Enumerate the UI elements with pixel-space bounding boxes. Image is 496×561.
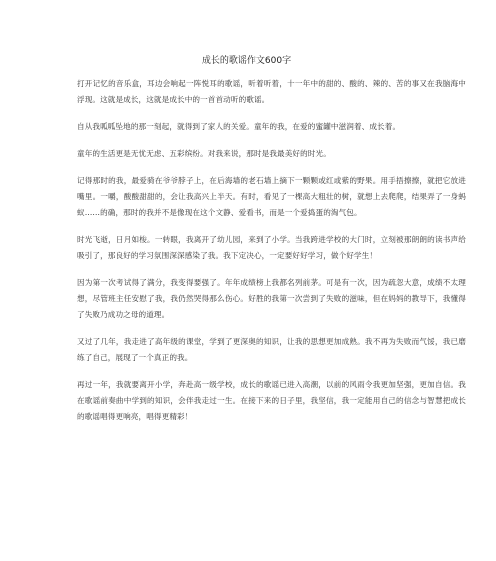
- paragraph-5: 时光飞逝，日月如梭。一转眼，我离开了幼儿园，来到了小学。当我跨进学校的大门时，立刻被那朗朗的读书声给吸引了，那良好的学习氛围深深感染了我。我下定决心，一定要好好学习，做个好学生！: [77, 235, 466, 260]
- paragraph-4: 记得那时的我，最爱骑在爷爷脖子上，在后海墙的老石墙上摘下一颗颗或红或紫的野果。用手捂擦擦，就把它放进嘴里。一嚼，酸酸甜甜的，会让我高兴上半天。有时，看见了一棵高大粗壮的树，就想上去爬爬，结果弄了一身蚂蚁……的确，那时的我并不是像现在这个文静、爱看书，而是一个爱捣蛋的淘气包。: [77, 176, 466, 217]
- paragraph-6: 因为第一次考试得了满分，我变得要强了。年年成绩榜上我都名列前茅。可是有一次，因为疏忽大意，成绩不太理想，尽管班主任安慰了我，我仍然哭得那么伤心。好胜的我第一次尝到了失败的滋味，但在妈妈的教导下，我懂得了失败乃成功之母的道理。: [77, 278, 466, 319]
- paragraph-2: 自从我呱呱坠地的那一刻起，就得到了家人的关爱。童年的我，在爱的蜜罐中滋润着、成长着。: [77, 122, 401, 131]
- paragraph-7: 又过了几年，我走进了高年级的课堂，学到了更深奥的知识，让我的思想更加成熟。我不再为失败而气馁，我已磨练了自己，展现了一个真正的我。: [77, 337, 466, 362]
- document-title: 成长的歌谣作文600字: [201, 56, 292, 66]
- paragraph-3: 童年的生活更是无忧无虑、五彩缤纷。对我来说，那时是我最美好的时光。: [77, 149, 331, 158]
- paragraph-8: 再过一年，我就要离开小学，奔赴高一级学校，成长的歌谣已进入高潮，以前的风雨令我更加坚强，更加自信。我在歌谣前奏曲中学到的知识，会伴我走过一生。在接下来的日子里，我坚信，我一定能用自己的信念与智慧把成长的歌谣唱得更响亮，唱得更精彩！: [77, 380, 466, 421]
- paragraph-1: 打开记忆的音乐盒，耳边会响起一阵悦耳的歌谣，听着听着，十一年中的甜的、酸的、辣的、苦的事又在我脑海中浮现。这就是成长，这就是成长中的一首首动听的歌谣。: [77, 79, 466, 104]
